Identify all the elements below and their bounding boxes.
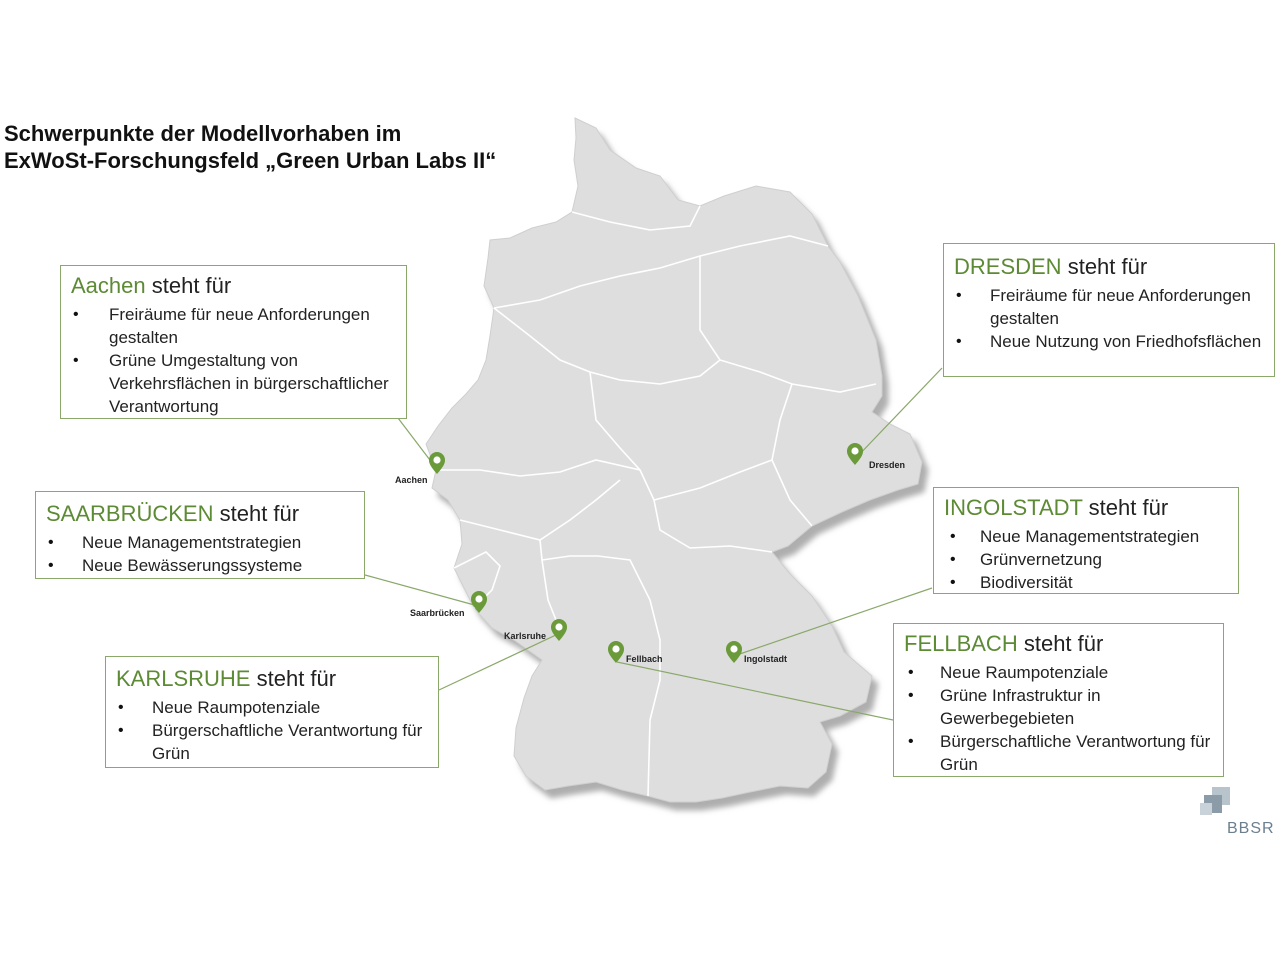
list-item: • Biodiversität (944, 571, 1228, 594)
germany-shape (426, 118, 922, 802)
steht-fuer-label: steht für (1067, 254, 1148, 279)
map-label-dresden: Dresden (869, 460, 906, 470)
info-list (71, 303, 396, 418)
map-label-saarbruecken: Saarbrücken (410, 608, 465, 618)
list-item: • Freiräume für neue Anforderungen gestalten (954, 284, 1264, 330)
list-item: • Bürgerschaftliche Verantwortung für Grün (116, 719, 428, 765)
map-label-fellbach: Fellbach (626, 654, 663, 664)
list-item: • Neue Bewässerungssysteme (46, 554, 354, 577)
list-item: • Neue Raumpotenziale (116, 696, 428, 719)
info-box-ingolstadt (933, 487, 1239, 594)
list-item: • Neue Nutzung von Friedhofsflächen (954, 330, 1264, 353)
info-list (954, 284, 1264, 353)
map-label-aachen: Aachen (395, 475, 428, 485)
city-name: SAARBRÜCKEN (46, 501, 214, 526)
steht-fuer-label: steht für (1023, 631, 1104, 656)
info-box-heading (904, 631, 1213, 657)
list-item: • Neue Raumpotenziale (904, 661, 1213, 684)
list-item: • Bürgerschaftliche Verantwortung für Grün (904, 730, 1213, 776)
info-box-heading (944, 495, 1228, 521)
info-list (904, 661, 1213, 776)
info-box-saarbruecken (35, 491, 365, 579)
map-label-ingolstadt: Ingolstadt (744, 654, 787, 664)
list-item: • Grüne Infrastruktur in Gewerbegebieten (904, 684, 1213, 730)
steht-fuer-label: steht für (219, 501, 300, 526)
city-name: INGOLSTADT (944, 495, 1083, 520)
city-name: FELLBACH (904, 631, 1018, 656)
list-item: • Neue Managementstrategien (944, 525, 1228, 548)
page-title-line-1: Schwerpunkte der Modellvorhaben im (4, 121, 402, 146)
info-list (46, 531, 354, 577)
info-box-heading (954, 254, 1264, 280)
list-item: • Grünvernetzung (944, 548, 1228, 571)
info-list (944, 525, 1228, 594)
city-name: Aachen (71, 273, 146, 298)
info-box-heading (116, 666, 428, 692)
info-box-dresden (943, 243, 1275, 377)
info-box-heading (71, 273, 396, 299)
map-label-karlsruhe: Karlsruhe (504, 631, 547, 641)
bbsr-logo-icon (1200, 787, 1260, 847)
list-item: • Freiräume für neue Anforderungen gestalten (71, 303, 396, 349)
steht-fuer-label: steht für (151, 273, 232, 298)
info-box-fellbach (893, 623, 1224, 777)
steht-fuer-label: steht für (1088, 495, 1169, 520)
city-name: DRESDEN (954, 254, 1062, 279)
info-box-heading (46, 501, 354, 527)
city-name: KARLSRUHE (116, 666, 251, 691)
germany-outline (426, 118, 922, 802)
info-list (116, 696, 428, 765)
steht-fuer-label: steht für (256, 666, 337, 691)
page-title-line-2: ExWoSt-Forschungsfeld „Green Urban Labs II“ (4, 148, 497, 173)
info-box-karlsruhe (105, 656, 439, 768)
info-box-aachen (60, 265, 407, 419)
list-item: • Grüne Umgestaltung von Verkehrsflächen in bürgerschaftlicher Verantwortung (71, 349, 396, 418)
list-item: • Neue Managementstrategien (46, 531, 354, 554)
bbsr-logo-text: BBSR (1227, 820, 1275, 837)
